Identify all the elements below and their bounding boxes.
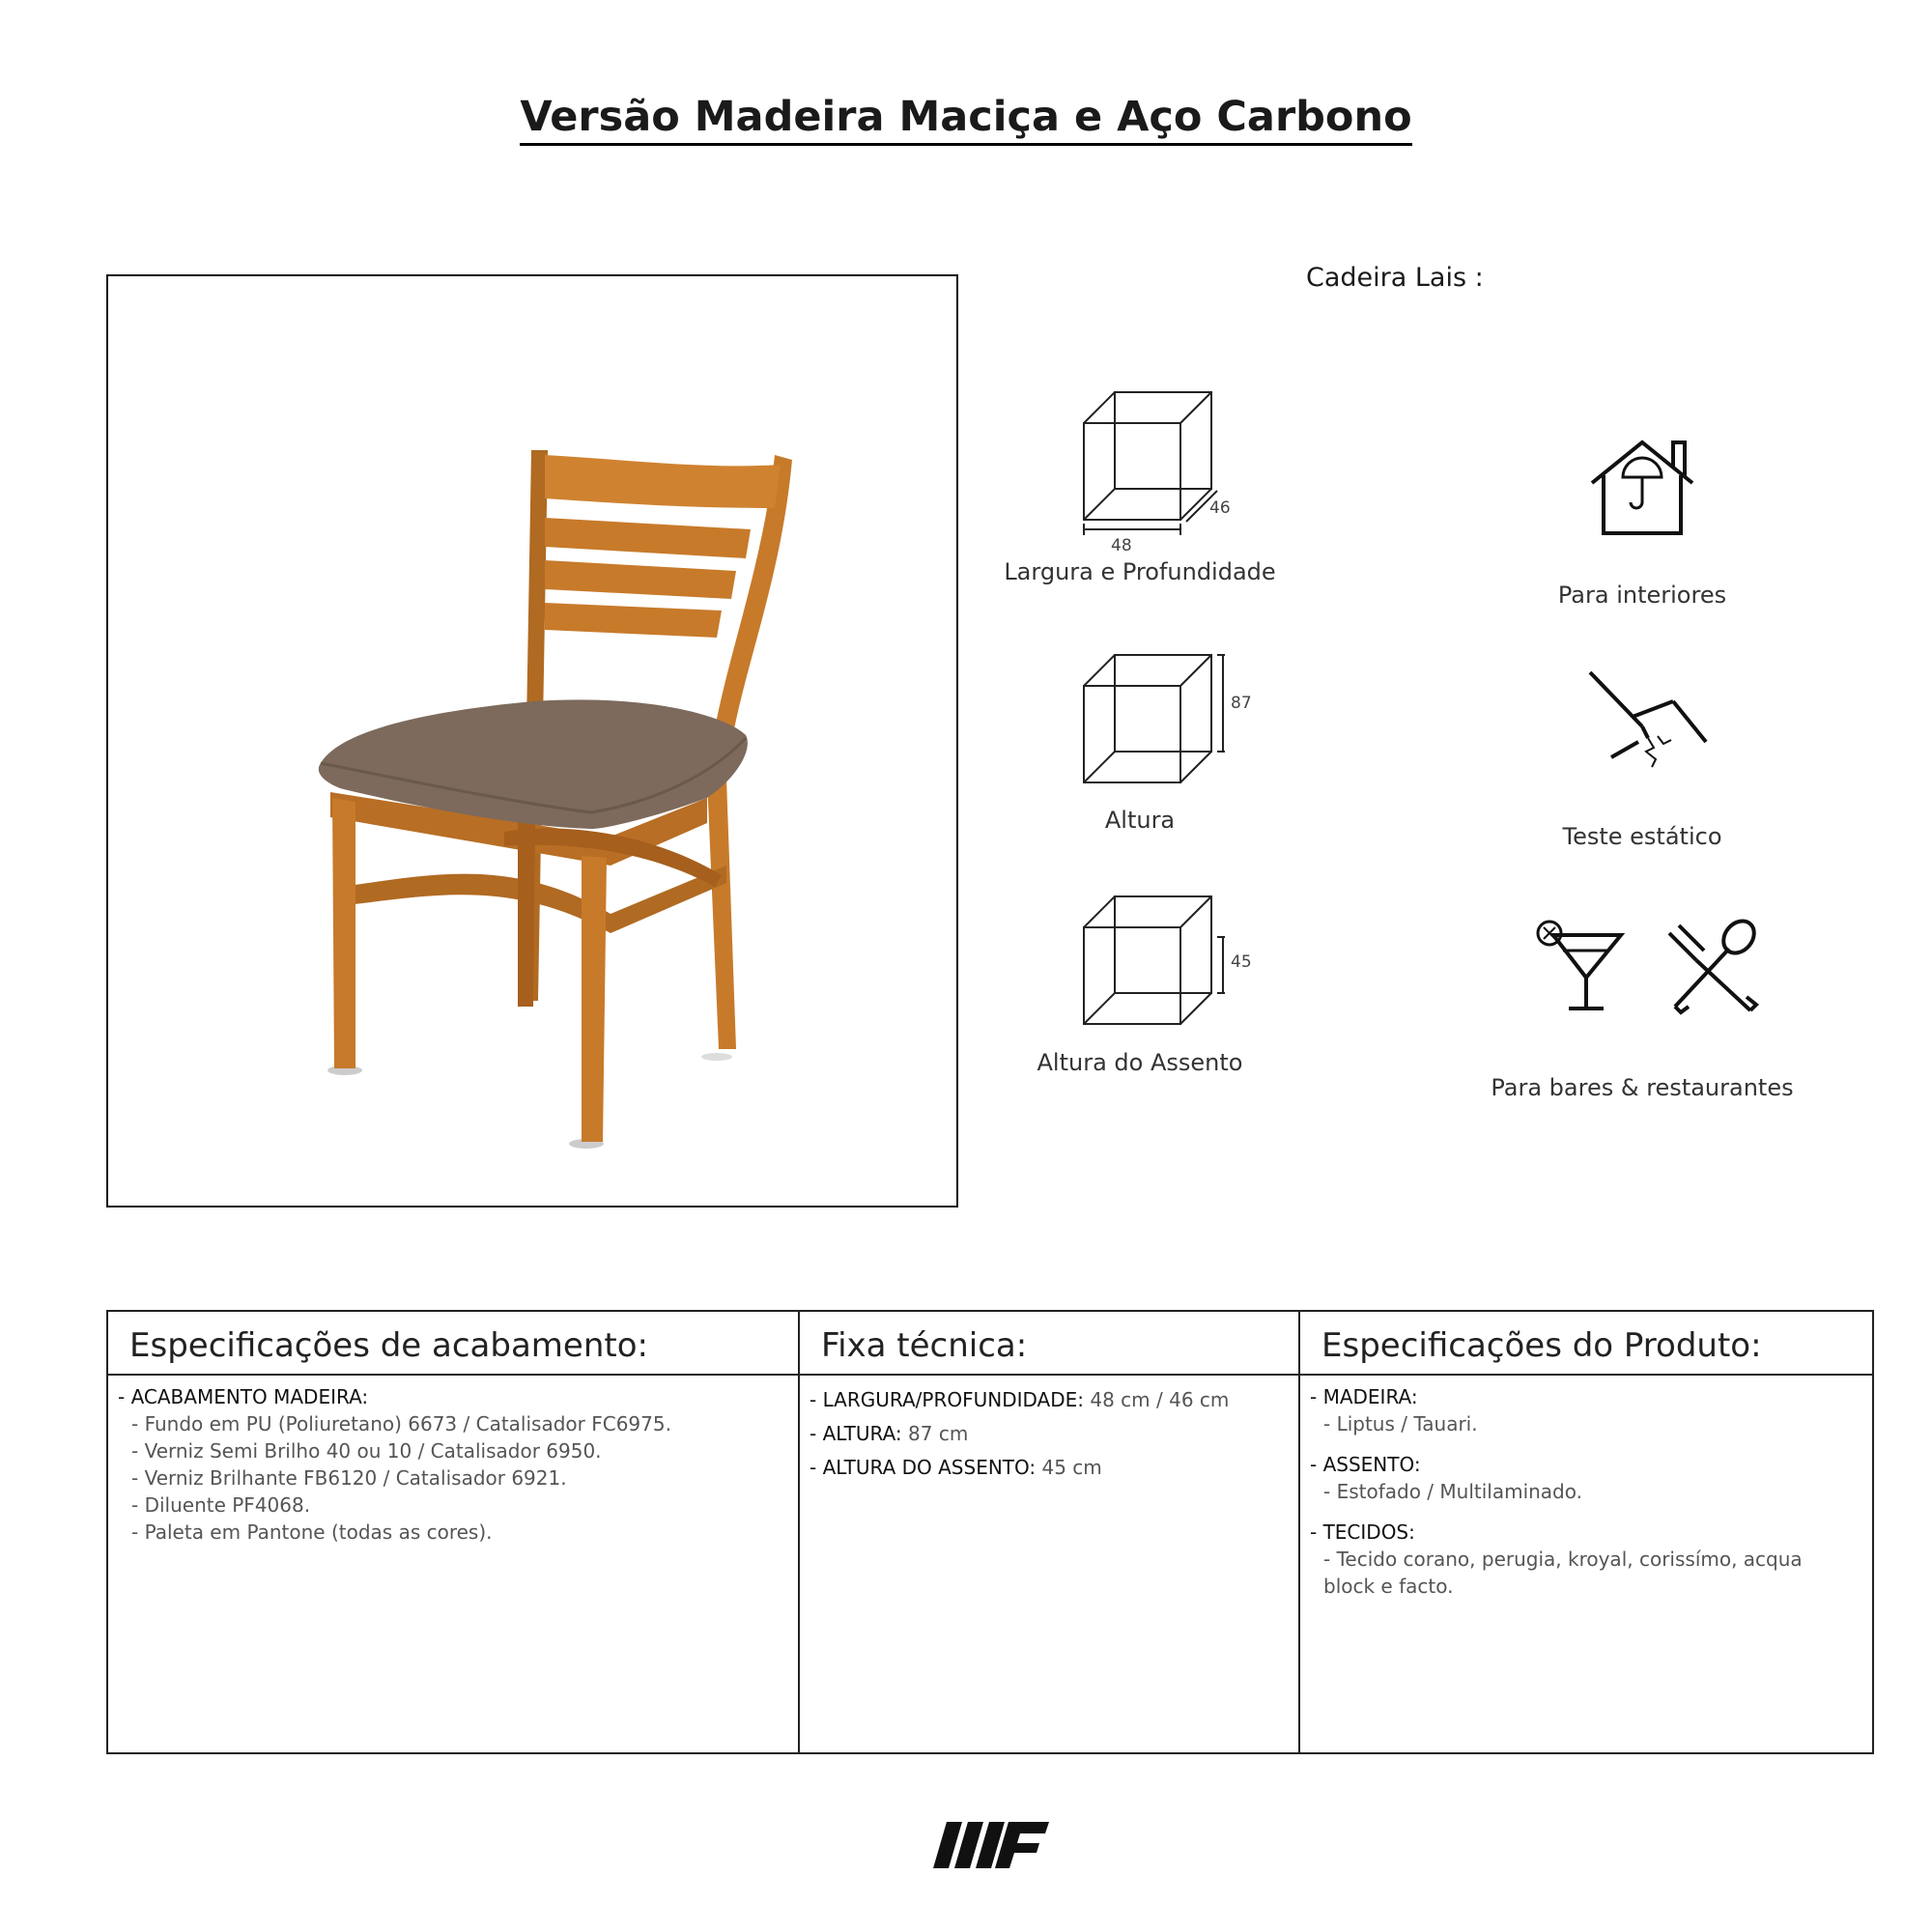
seat-label: - ASSENTO:	[1310, 1453, 1421, 1476]
cube-height-icon	[1072, 647, 1227, 792]
bars-restaurants-label: Para bares & restaurantes	[1491, 1074, 1794, 1101]
fabrics-detail: - Tecido corano, perugia, kroyal, corissímo, acqua block e facto.	[1323, 1548, 1803, 1598]
wood-label: - MADEIRA:	[1310, 1385, 1418, 1408]
finish-specs-heading: Especificações de acabamento:	[108, 1312, 798, 1376]
page-title-text: Versão Madeira Maciça e Aço Carbono	[520, 93, 1411, 146]
tech-line-seat-height	[810, 1451, 1300, 1485]
width-depth-label: Largura e Profundidade	[1004, 558, 1276, 585]
tech-line-height	[810, 1417, 1300, 1451]
finish-item: - Diluente PF4068.	[131, 1493, 311, 1517]
height-label: Altura	[1104, 807, 1176, 834]
tech-line-width-depth	[810, 1383, 1300, 1417]
width-value: 48	[1111, 536, 1132, 555]
finish-item: - Paleta em Pantone (todas as cores).	[131, 1520, 493, 1544]
finish-specs-column	[108, 1312, 798, 1752]
tech-value: 45 cm	[1041, 1456, 1102, 1479]
tech-label: - LARGURA/PROFUNDIDADE:	[810, 1388, 1085, 1411]
finish-specs-body	[108, 1376, 798, 1546]
cocktail-glass-icon	[1534, 918, 1627, 1014]
depth-value: 46	[1209, 498, 1231, 518]
tech-value: 48 cm / 46 cm	[1090, 1388, 1230, 1411]
product-specs-body	[1300, 1376, 1872, 1600]
finish-item: - Fundo em PU (Poliuretano) 6673 / Catalisador FC6975.	[131, 1412, 671, 1435]
technical-sheet-column	[798, 1312, 1300, 1752]
product-specs-column	[1298, 1312, 1872, 1752]
product-photo-frame	[106, 274, 958, 1208]
height-value: 87	[1231, 694, 1252, 713]
finish-item: - Verniz Brilhante FB6120 / Catalisador 6921.	[131, 1466, 567, 1490]
tech-value: 87 cm	[908, 1422, 969, 1445]
brand-logo	[933, 1818, 1049, 1872]
fabrics-label: - TECIDOS:	[1310, 1520, 1415, 1544]
page-title	[0, 93, 1932, 141]
fork-spoon-icon	[1662, 918, 1762, 1018]
technical-sheet-body	[800, 1376, 1300, 1485]
finish-item: - Verniz Semi Brilho 40 ou 10 / Catalisador 6950.	[131, 1439, 602, 1463]
indoor-label: Para interiores	[1557, 582, 1727, 609]
house-umbrella-icon	[1584, 435, 1700, 541]
spec-table	[106, 1310, 1874, 1754]
cube-seat-height-icon	[1072, 889, 1227, 1034]
seat-detail: - Estofado / Multilaminado.	[1323, 1480, 1582, 1503]
product-name: Cadeira Lais :	[1306, 263, 1484, 293]
chair-image	[108, 276, 956, 1206]
wood-detail: - Liptus / Tauari.	[1323, 1412, 1478, 1435]
finish-lead: - ACABAMENTO MADEIRA:	[118, 1385, 369, 1408]
static-test-label: Teste estático	[1562, 823, 1722, 850]
cube-width-depth-icon	[1072, 386, 1227, 541]
tech-label: - ALTURA DO ASSENTO:	[810, 1456, 1037, 1479]
product-specs-heading: Especificações do Produto:	[1300, 1312, 1872, 1376]
static-test-icon	[1584, 667, 1710, 773]
technical-sheet-heading: Fixa técnica:	[800, 1312, 1300, 1376]
tech-label: - ALTURA:	[810, 1422, 902, 1445]
seat-height-value: 45	[1231, 952, 1252, 972]
seat-height-label: Altura do Assento	[1037, 1049, 1243, 1076]
